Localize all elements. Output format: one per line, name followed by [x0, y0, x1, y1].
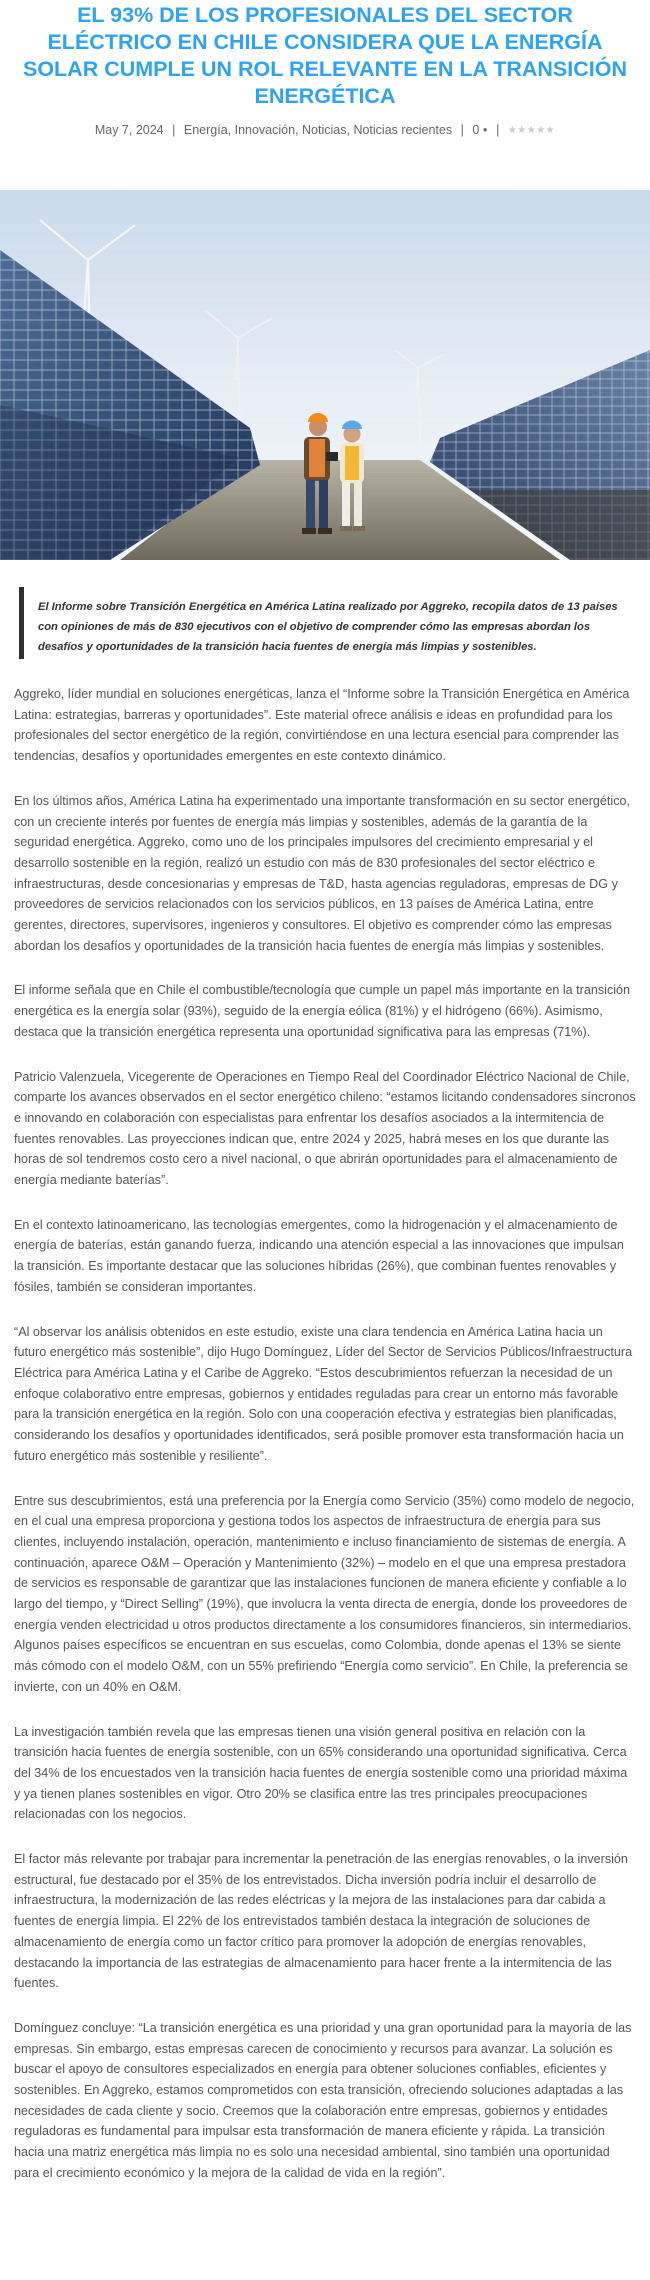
article-body [0, 684, 650, 2184]
paragraph: El factor más relevante por trabajar para incrementar la penetración de las energías renovables, o la inversión estructural, fue destacado por el 35% de los entrevistados. Dicha inversión podría incluir el desarrollo de infraestructura, la modernización de las redes eléctricas y la mejora de las instalaciones para dar cabida a fuentes de energía limpia. El 22% de los entrevistados también destaca la integración de soluciones de almacenamiento de energía como un factor crítico para promover la adopción de energías renovables, destacando la importancia de las estrategias de almacenamiento para hacer frente a la intermitencia de las fuentes. [14, 1852, 628, 1991]
paragraph: Patricio Valenzuela, Vicegerente de Operaciones en Tiempo Real del Coordinador Eléctrico Nacional de Chile, comparte los avances observados en el sector energético chileno: “estamos licitando condensadores síncronos e innovando en colaboración con especialistas para enfrentar los desafíos asociados a la intermitencia de fuentes renovables. Las proyecciones indican que, entre 2024 y 2025, habrá meses en los que durante las horas de sol tendremos costo cero a nivel nacional, o que abrirán oportunidades para el almacenamiento de energía mediante baterías”. [14, 1069, 636, 1188]
hero-image [0, 190, 650, 560]
paragraph: El informe señala que en Chile el combustible/tecnología que cumple un papel más importante en la transición energética es la energía solar (93%), seguido de la energía eólica (81%) y el hidrógeno (66%). Asimismo, destaca que la transición energética representa una oportunidad significativa para las empresas (71%). [14, 983, 631, 1039]
post-date: May 7, 2024 [94, 123, 164, 137]
comment-bubble-icon: ● [482, 125, 488, 134]
paragraph: La investigación también revela que las empresas tienen una visión general positiva en relación con la transición hacia fuentes de energía sostenible, con un 65% considerando una oportunidad significativa. Cerca del 34% de los encuestados ven la transición hacia fuentes de energía sostenible como una prioridad máxima y ya tienen planes sostenibles en vigor. Otro 20% se clasifica entre las tres principales preocupaciones relacionadas con los negocios. [14, 1724, 628, 1822]
paragraph: “Al observar los análisis obtenidos en este estudio, existe una clara tendencia en América Latina hacia un futuro energético más sostenible”, dijo Hugo Domínguez, Líder del Sector de Servicios Públicos/Infraestructura Eléctrica para América Latina y el Caribe de Aggreko. “Estos descubrimientos refuerzan la necesidad de un enfoque colaborativo entre empresas, gobiernos y entidades reguladas para crear un entorno más favorable para la transición energética en la región. Solo con una cooperación efectiva y estrategias bien planificadas, considerando los desafíos y oportunidades identificados, será posible promover esta transformación hacia un futuro energético más sostenible y resiliente”. [14, 1324, 633, 1463]
tablet-icon [326, 452, 338, 461]
meta-separator: | [172, 123, 176, 137]
category-link-noticias[interactable]: Noticias [302, 123, 347, 137]
article-lead: El Informe sobre Transición Energética en América Latina realizado por Aggreko, recopila datos de 13 países con opiniones de más de 830 ejecutivos con el objetivo de comprender cómo las empresas abordan los desafíos y oportunidades de la transición hacia fuentes de energía más limpias y sostenibles. [19, 587, 650, 659]
paragraph: Domínguez concluye: “La transición energética es una prioridad y una gran oportunidad para la mayoría de las empresas. Sin embargo, estas empresas carecen de conocimiento y recursos para avanzar. La solución es buscar el apoyo de consultores especializados en energía para obtener soluciones confiables, eficientes y sostenibles. En Aggreko, estamos comprometidos con esta transición, ofreciendo soluciones adaptadas a las necesidades de cada cliente y socio. Creemos que la colaboración entre empresas, gobiernos y entidades reguladoras es fundamental para impulsar esta transformación de manera eficiente y rápida. La transición hacia una matriz energética más limpia no es solo una necesidad ambiental, sino también una oportunidad para el crecimiento económico y la mejora de la calidad de vida en la región”. [14, 2020, 632, 2180]
category-link-noticias-recientes[interactable]: Noticias recientes [353, 123, 453, 137]
paragraph: Entre sus descubrimientos, está una preferencia por la Energía como Servicio (35%) como modelo de negocio, en el cual una empresa proporciona y gestiona todos los aspectos de infraestructura de energía para sus clientes, incluyendo instalación, operación, mantenimiento e incluso financiamiento de sistemas de energía. A continuación, aparece O&M – Operación y Mantenimiento (32%) – modelo en el que una empresa prestadora de servicios es responsable de garantizar que las instalaciones funcionen de manera eficiente y confiable a lo largo del tiempo, y “Direct Selling” (19%), que involucra la venta directa de energía, donde los proveedores de energía venden electricidad u otros productos directamente a los consumidores financieros, sin intermediarios. Algunos países específicos se encuentran en sus escuelas, como Colombia, donde apenas el 13% se siente más cómodo con el modelo O&M, con un 55% prefiriendo “Energía como servicio”. En Chile, la preferencia se invierte, con un 40% en O&M. [14, 1493, 635, 1694]
paragraph: En los últimos años, América Latina ha experimentado una importante transformación en su sector energético, con un creciente interés por fuentes de energía más limpias y sostenibles, además de la garantía de la seguridad energética. Aggreko, como uno de los principales impulsores del crecimiento empresarial y el desarrollo sostenible en la región, realizó un estudio con más de 830 profesionales del sector eléctrico e infraestructuras, desde concesionarias y empresas de T&D, hasta agencias reguladoras, empresas de DG y proveedores de servicios relacionados con los servicios públicos, en 13 países de América Latina, entre gerentes, directores, supervisores, ingenieros y consultores. El objetivo es comprender cómo las empresas abordan los desafíos y oportunidades de la transición hacia fuentes de energía más limpias y sostenibles. [14, 793, 631, 953]
meta-separator: | [460, 123, 464, 137]
post-meta: May 7, 2024 | Energía, Innovación, Noticias, Noticias recientes | 0 ● | ★★★★★ [94, 123, 556, 137]
category-link-energia[interactable]: Energía [183, 123, 228, 137]
paragraph: En el contexto latinoamericano, las tecnologías emergentes, como la hidrogenación y el almacenamiento de energía de baterías, están ganando fuerza, indicando una atención especial a las innovaciones que impulsan la transición. Es importante destacar que las soluciones híbridas (26%), que combinan fuentes renovables y fósiles, también se consideran importantes. [14, 1217, 624, 1294]
paragraph: Aggreko, líder mundial en soluciones energéticas, lanza el “Informe sobre la Transición Energética en América Latina: estrategias, barreras y oportunidades”. Este material ofrece análisis e ideas en profundidad para los profesionales del sector energético de la región, convirtiéndose en una lectura esencial para comprender las tendencias, desafíos y oportunidades emergentes en este contexto dinámico. [14, 687, 630, 764]
meta-separator: | [496, 123, 500, 137]
category-link-innovacion[interactable]: Innovación [234, 123, 296, 137]
rating-stars-icon[interactable]: ★★★★★ [507, 125, 556, 136]
article-header [0, 0, 650, 139]
article-title: EL 93% DE LOS PROFESIONALES DEL SECTOR ELÉCTRICO EN CHILE CONSIDERA QUE LA ENERGÍA SOLAR CUMPLE UN ROL RELEVANTE EN LA TRANSICIÓN ENERGÉTICA [22, 3, 627, 108]
comments-link[interactable] [472, 123, 487, 137]
comment-count: 0 [472, 123, 480, 137]
